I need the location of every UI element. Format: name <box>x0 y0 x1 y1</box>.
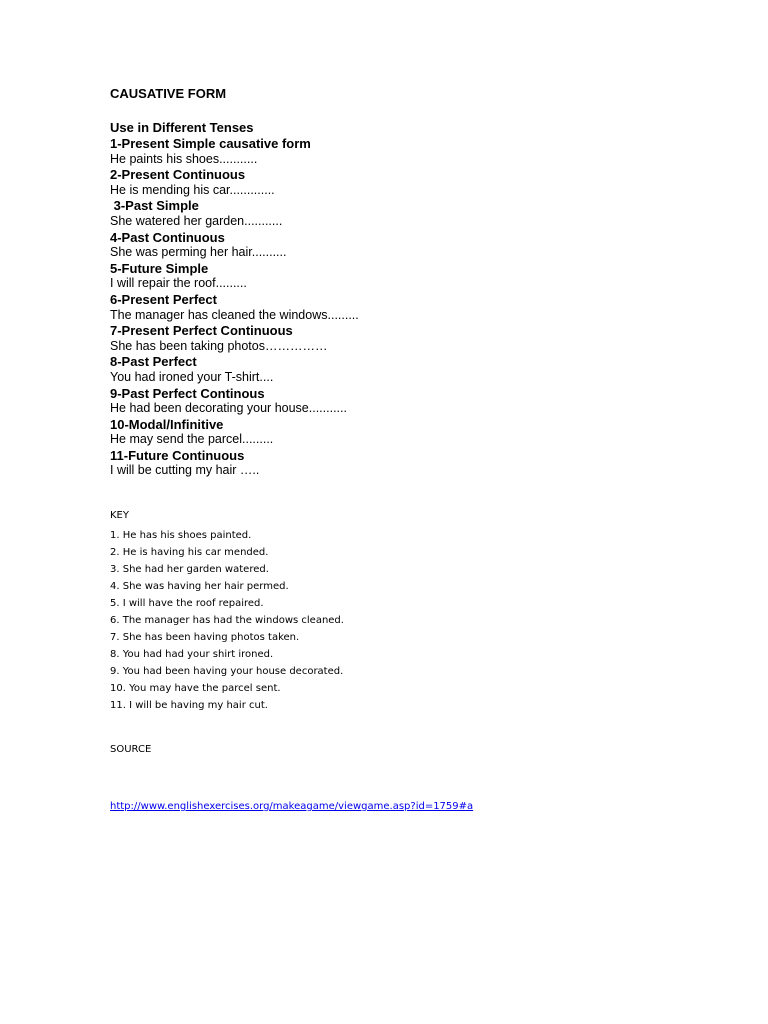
exercise-sentence: He had been decorating your house........... <box>110 401 347 416</box>
exercise-sentence: She has been taking photos…………… <box>110 338 328 353</box>
exercise-sentence: She was perming her hair.......... <box>110 245 287 260</box>
source-link[interactable]: http://www.englishexercises.org/makeagame/viewgame.asp?id=1759#a <box>110 801 474 812</box>
key-answer: 3. She had her garden watered. <box>110 564 269 575</box>
document-body <box>110 86 730 479</box>
tense-heading: 3-Past Simple <box>110 198 199 214</box>
key-answer: 4. She was having her hair permed. <box>110 581 289 592</box>
key-answer-list <box>110 527 730 714</box>
exercise-item <box>110 136 730 167</box>
key-answer: 8. You had had your shirt ironed. <box>110 649 274 660</box>
tense-heading: 11-Future Continuous <box>110 447 245 463</box>
exercise-item <box>110 292 730 323</box>
tense-heading: 7-Present Perfect Continuous <box>110 323 293 339</box>
exercise-sentence: The manager has cleaned the windows......... <box>110 307 359 322</box>
key-answer: 1. He has his shoes painted. <box>110 530 252 541</box>
exercise-item <box>110 167 730 198</box>
exercise-item <box>110 323 730 354</box>
key-answer: 5. I will have the roof repaired. <box>110 598 264 609</box>
exercise-item <box>110 417 730 448</box>
tense-heading: 10-Modal/Infinitive <box>110 416 224 432</box>
exercise-sentence: She watered her garden........... <box>110 213 283 228</box>
exercise-item <box>110 448 730 479</box>
exercise-item <box>110 354 730 385</box>
exercise-sentence: You had ironed your T-shirt.... <box>110 369 274 384</box>
section-subtitle: Use in Different Tenses <box>110 120 254 135</box>
exercise-item <box>110 230 730 261</box>
document-title: CAUSATIVE FORM <box>110 86 227 101</box>
tense-heading: 2-Present Continuous <box>110 167 246 183</box>
key-answer: 7. She has been having photos taken. <box>110 632 300 643</box>
tense-heading: 9-Past Perfect Continous <box>110 385 265 401</box>
key-answer: 2. He is having his car mended. <box>110 547 269 558</box>
exercise-sentence: He paints his shoes........... <box>110 151 258 166</box>
source-section <box>110 743 730 812</box>
key-label: KEY <box>110 510 129 521</box>
exercise-sentence: He may send the parcel......... <box>110 432 274 447</box>
source-label: SOURCE <box>110 744 152 755</box>
exercise-item <box>110 198 730 229</box>
tense-heading: 5-Future Simple <box>110 260 209 276</box>
key-answer: 11. I will be having my hair cut. <box>110 700 268 711</box>
key-answer: 9. You had been having your house decorated. <box>110 666 344 677</box>
exercise-item <box>110 261 730 292</box>
exercise-sentence: I will be cutting my hair ….. <box>110 463 260 478</box>
key-answer: 10. You may have the parcel sent. <box>110 683 281 694</box>
tense-heading: 4-Past Continuous <box>110 229 225 245</box>
exercise-sentence: I will repair the roof......... <box>110 276 247 291</box>
key-answer: 6. The manager has had the windows cleaned. <box>110 615 344 626</box>
tense-heading: 6-Present Perfect <box>110 291 217 307</box>
exercise-item <box>110 386 730 417</box>
tense-heading: 8-Past Perfect <box>110 354 197 370</box>
answer-key <box>110 509 730 714</box>
exercise-list <box>110 136 730 479</box>
exercise-sentence: He is mending his car............. <box>110 182 275 197</box>
tense-heading: 1-Present Simple causative form <box>110 136 311 151</box>
